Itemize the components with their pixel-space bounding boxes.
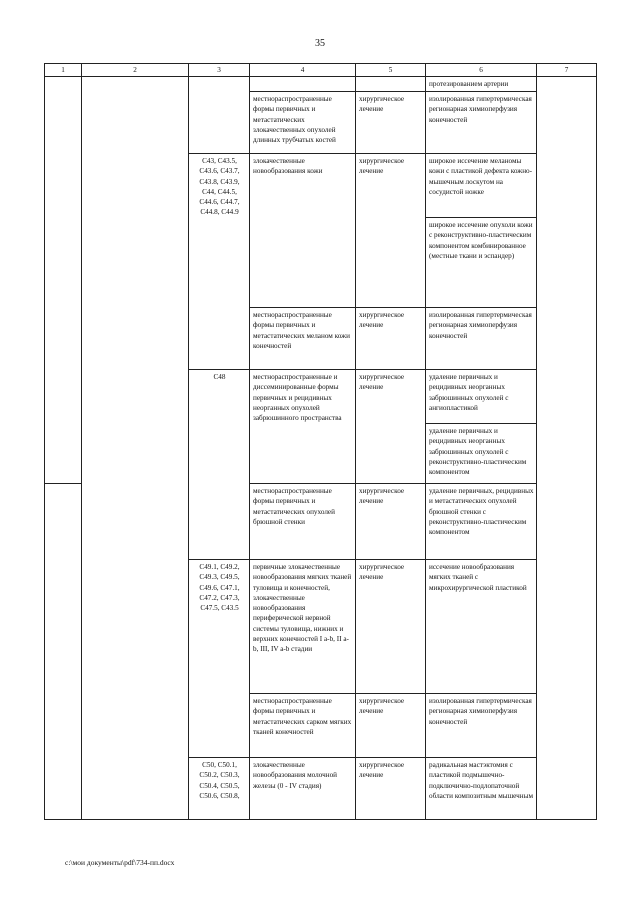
cell-treatment: хирургическое лечение	[356, 92, 426, 154]
cell-treatment: хирургическое лечение	[356, 560, 426, 694]
cell-method: изолированная гипертермическая регионарная химиоперфузия конечностей	[426, 92, 537, 154]
cell-codes: C43, C43.5, C43.6, C43.7, C43.8, C43.9, C44, C44.5, C44.6, C44.7, C44.8, C44.9	[189, 154, 250, 370]
column-header-3: 3	[189, 64, 250, 77]
cell-treatment: хирургическое лечение	[356, 154, 426, 308]
cell-method: удаление первичных, рецидивных и метастатических опухолей брюшной стенки с реконструктивно-пластическим компонентом	[426, 484, 537, 560]
cell-method: широкое иссечение опухоли кожи с реконструктивно-пластическим компонентом комбинированное (местные ткани и эспандер)	[426, 218, 537, 308]
column-header-6: 6	[426, 64, 537, 77]
cell-method: удаление первичных и рецидивных неорганных забрюшинных опухолей с реконструктивно-пластическим компонентом	[426, 424, 537, 484]
cell-model: злокачественные новообразования кожи	[250, 154, 356, 308]
cell-method: широкое иссечение меланомы кожи с пластикой дефекта кожно-мышечным лоскутом на сосудистой ножке	[426, 154, 537, 218]
cell-number	[45, 484, 82, 820]
cell-method: радикальная мастэктомия с пластикой подмышечно-подключично-подлопаточной области композитным мышечным	[426, 758, 537, 820]
cell-treatment: хирургическое лечение	[356, 484, 426, 560]
cell-model: первичные злокачественные новообразования мягких тканей туловища и конечностей, злокачественные новообразования периферической нервной системы туловища, нижних и верхних конечностей I a-b, II a-b, III, IV a-b стадии	[250, 560, 356, 694]
cell-profile	[82, 77, 189, 820]
cell-model: местнораспространенные и диссеминированные формы первичных и рецидивных неорганных опухолей забрюшинного пространства	[250, 370, 356, 484]
header-row	[45, 64, 597, 77]
cell-treatment: хирургическое лечение	[356, 758, 426, 820]
cell-treatment	[356, 77, 426, 92]
page-number: 35	[315, 38, 325, 49]
column-header-1: 1	[45, 64, 82, 77]
cell-model: местнораспространенные формы первичных и метастатических опухолей брюшной стенки	[250, 484, 356, 560]
file-path-footer: c:\мои документы\pdf\734-пп.docx	[65, 858, 175, 867]
cell-method: иссечение новообразования мягких тканей с микрохирургической пластикой	[426, 560, 537, 694]
cell-treatment: хирургическое лечение	[356, 694, 426, 758]
cell-model: местнораспространенные формы первичных и метастатических злокачественных опухолей длинных трубчатых костей	[250, 92, 356, 154]
cell-codes	[189, 77, 250, 154]
cell-model	[250, 77, 356, 92]
cell-model: местнораспространенные формы первичных и метастатических меланом кожи конечностей	[250, 308, 356, 370]
cell-method: изолированная гипертермическая регионарная химиоперфузия конечностей	[426, 308, 537, 370]
column-header-4: 4	[250, 64, 356, 77]
cell-cost	[537, 77, 597, 820]
cell-model: местнораспространенные формы первичных и метастатических сарком мягких тканей конечностей	[250, 694, 356, 758]
column-header-5: 5	[356, 64, 426, 77]
cell-codes: C50, C50.1, C50.2, C50.3, C50.4, C50.5, C50.6, C50.8,	[189, 758, 250, 820]
table-row	[45, 77, 597, 92]
cell-codes: C49.1, C49.2, C49.3, C49.5, C49.6, C47.1, C47.2, C47.3, C47.5, C43.5	[189, 560, 250, 758]
cell-codes: C48	[189, 370, 250, 560]
cell-method: изолированная гипертермическая регионарная химиоперфузия конечностей	[426, 694, 537, 758]
cell-method: удаление первичных и рецидивных неорганных забрюшинных опухолей с ангиопластикой	[426, 370, 537, 424]
cell-model: злокачественные новообразования молочной железы (0 - IV стадия)	[250, 758, 356, 820]
column-header-2: 2	[82, 64, 189, 77]
cell-method: протезированием артерии	[426, 77, 537, 92]
cell-number	[45, 77, 82, 484]
services-table	[44, 63, 597, 820]
cell-treatment: хирургическое лечение	[356, 370, 426, 484]
column-header-7: 7	[537, 64, 597, 77]
cell-treatment: хирургическое лечение	[356, 308, 426, 370]
